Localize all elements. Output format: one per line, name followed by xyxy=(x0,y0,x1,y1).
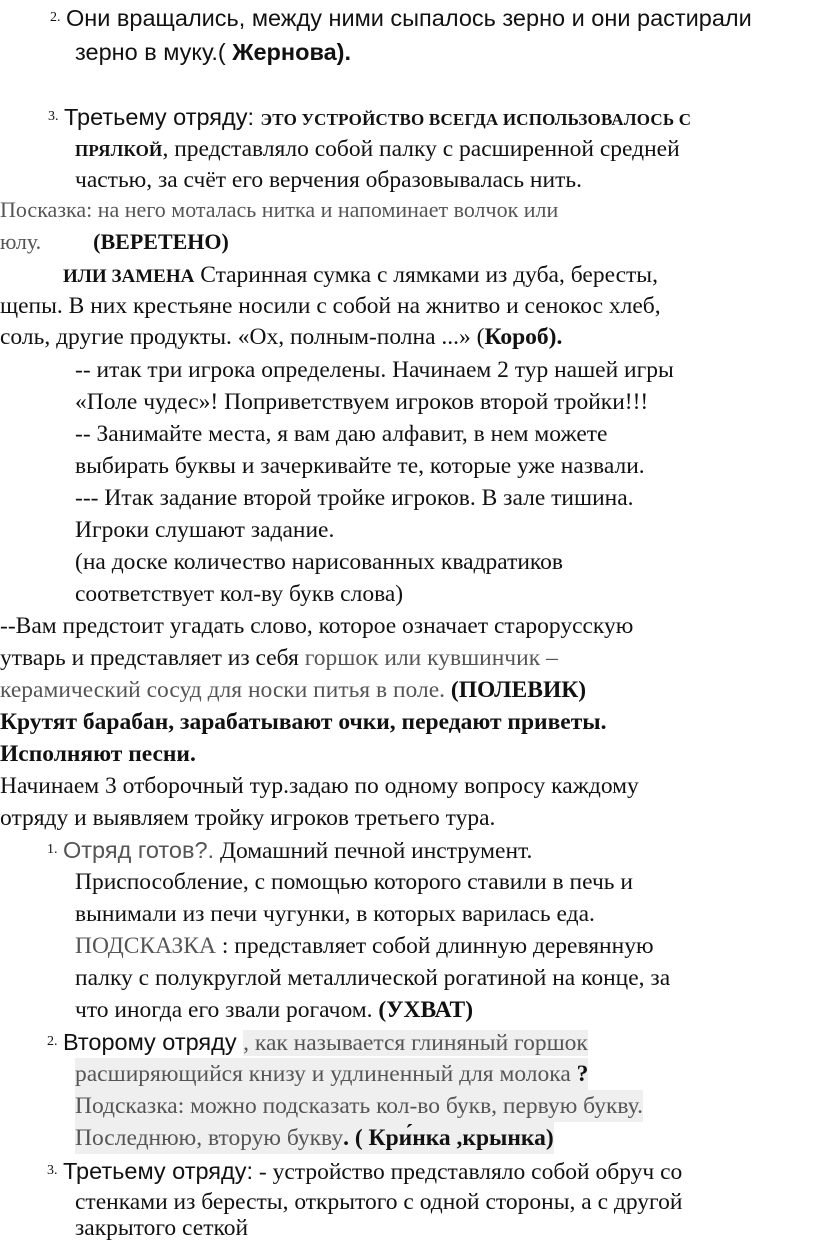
text-line: расширяющийся книзу и удлиненный для молока ? xyxy=(75,1058,588,1090)
text-line: щепы. В них крестьяне носили с собой на жнитво и сенокос хлеб, xyxy=(0,293,661,319)
text-line: закрытого сеткой xyxy=(75,1215,249,1241)
text-line: что иногда его звали рогачом. (УХВАТ) xyxy=(75,997,474,1023)
text-line: ПОДСКАЗКА : представляет собой длинную деревянную xyxy=(75,933,654,959)
text-line: зерно в муку.( Жернова). xyxy=(75,39,352,65)
text-line: керамический сосуд для носки питья в поле. (ПОЛЕВИК) xyxy=(0,677,587,703)
text-line: палку с полукруглой металлической рогатиной на конце, за xyxy=(75,965,671,991)
text-line: Посказка: на него моталась нитка и напоминает волчок или xyxy=(0,197,559,222)
text-line: Игроки слушают задание. xyxy=(75,517,335,543)
list-number: 3. xyxy=(47,1163,58,1178)
text-line: (на доске количество нарисованных квадратиков xyxy=(75,549,564,575)
text-line: -- итак три игрока определены. Начинаем 2 тур нашей игры xyxy=(75,357,674,383)
text-line: вынимали из печи чугунки, в которых варилась еда. xyxy=(75,901,595,927)
text-line: утварь и представляет из себя горшок или кувшинчик – xyxy=(0,645,558,671)
text-line: Третьему отряду: - устройство представляло собой обруч со xyxy=(63,1158,683,1185)
text-line: Третьему отряду: ЭТО УСТРОЙСТВО ВСЕГДА ИСПОЛЬЗОВАЛОСЬ С xyxy=(64,104,692,130)
list-number: 2. xyxy=(47,1034,58,1049)
text-line: соль, другие продукты. «Ох, полным-полна ...» (Короб). xyxy=(0,324,563,350)
text-line: Последнюю, вторую букву. ( Кри́нка ,крынка) xyxy=(75,1122,554,1154)
text-line: Подсказка: можно подсказать кол-во букв, первую букву. xyxy=(75,1090,643,1122)
list-number: 2. xyxy=(50,10,61,25)
text-line: --Вам предстоит угадать слово, которое означает старорусскую xyxy=(0,613,634,639)
text-line: ИЛИ ЗАМЕНА Старинная сумка с лямками из дуба, бересты, xyxy=(63,262,658,288)
text-line: «Поле чудес»! Поприветствуем игроков второй тройки!!! xyxy=(75,389,649,415)
text-line: частью, за счёт его верчения образовывалась нить. xyxy=(75,167,582,193)
text-line: выбирать буквы и зачеркивайте те, которые уже назвали. xyxy=(75,453,645,479)
list-number: 3. xyxy=(48,109,59,124)
text-line: соответствует кол-ву букв слова) xyxy=(75,581,404,607)
text-line: Второму отряду , как называется глиняный горшок xyxy=(63,1029,588,1056)
text-line: Крутят барабан, зарабатывают очки, передают приветы. xyxy=(0,709,607,735)
text-line: отряду и выявляем тройку игроков третьего тура. xyxy=(0,805,496,831)
text-line: юлу. (ВЕРЕТЕНО) xyxy=(0,229,229,254)
list-number: 1. xyxy=(47,842,58,857)
text-line: --- Итак задание второй тройке игроков. В зале тишина. xyxy=(75,485,634,511)
text-line: Приспособление, с помощью которого ставили в печь и xyxy=(75,869,633,895)
text-line: Начинаем 3 отборочный тур.задаю по одному вопросу каждому xyxy=(0,773,639,799)
text-line: Отряд готов?. Домашний печной инструмент. xyxy=(63,837,533,864)
text-line: стенками из бересты, открытого с одной стороны, а с другой xyxy=(75,1189,683,1215)
text-line: Исполняют песни. xyxy=(0,741,196,767)
text-line: ПРЯЛКОЙ, представляло собой палку с расширенной средней xyxy=(75,136,680,162)
text-line: Они вращались, между ними сыпалось зерно и они растирали xyxy=(66,5,752,31)
text-line: -- Занимайте места, я вам даю алфавит, в нем можете xyxy=(75,421,608,447)
